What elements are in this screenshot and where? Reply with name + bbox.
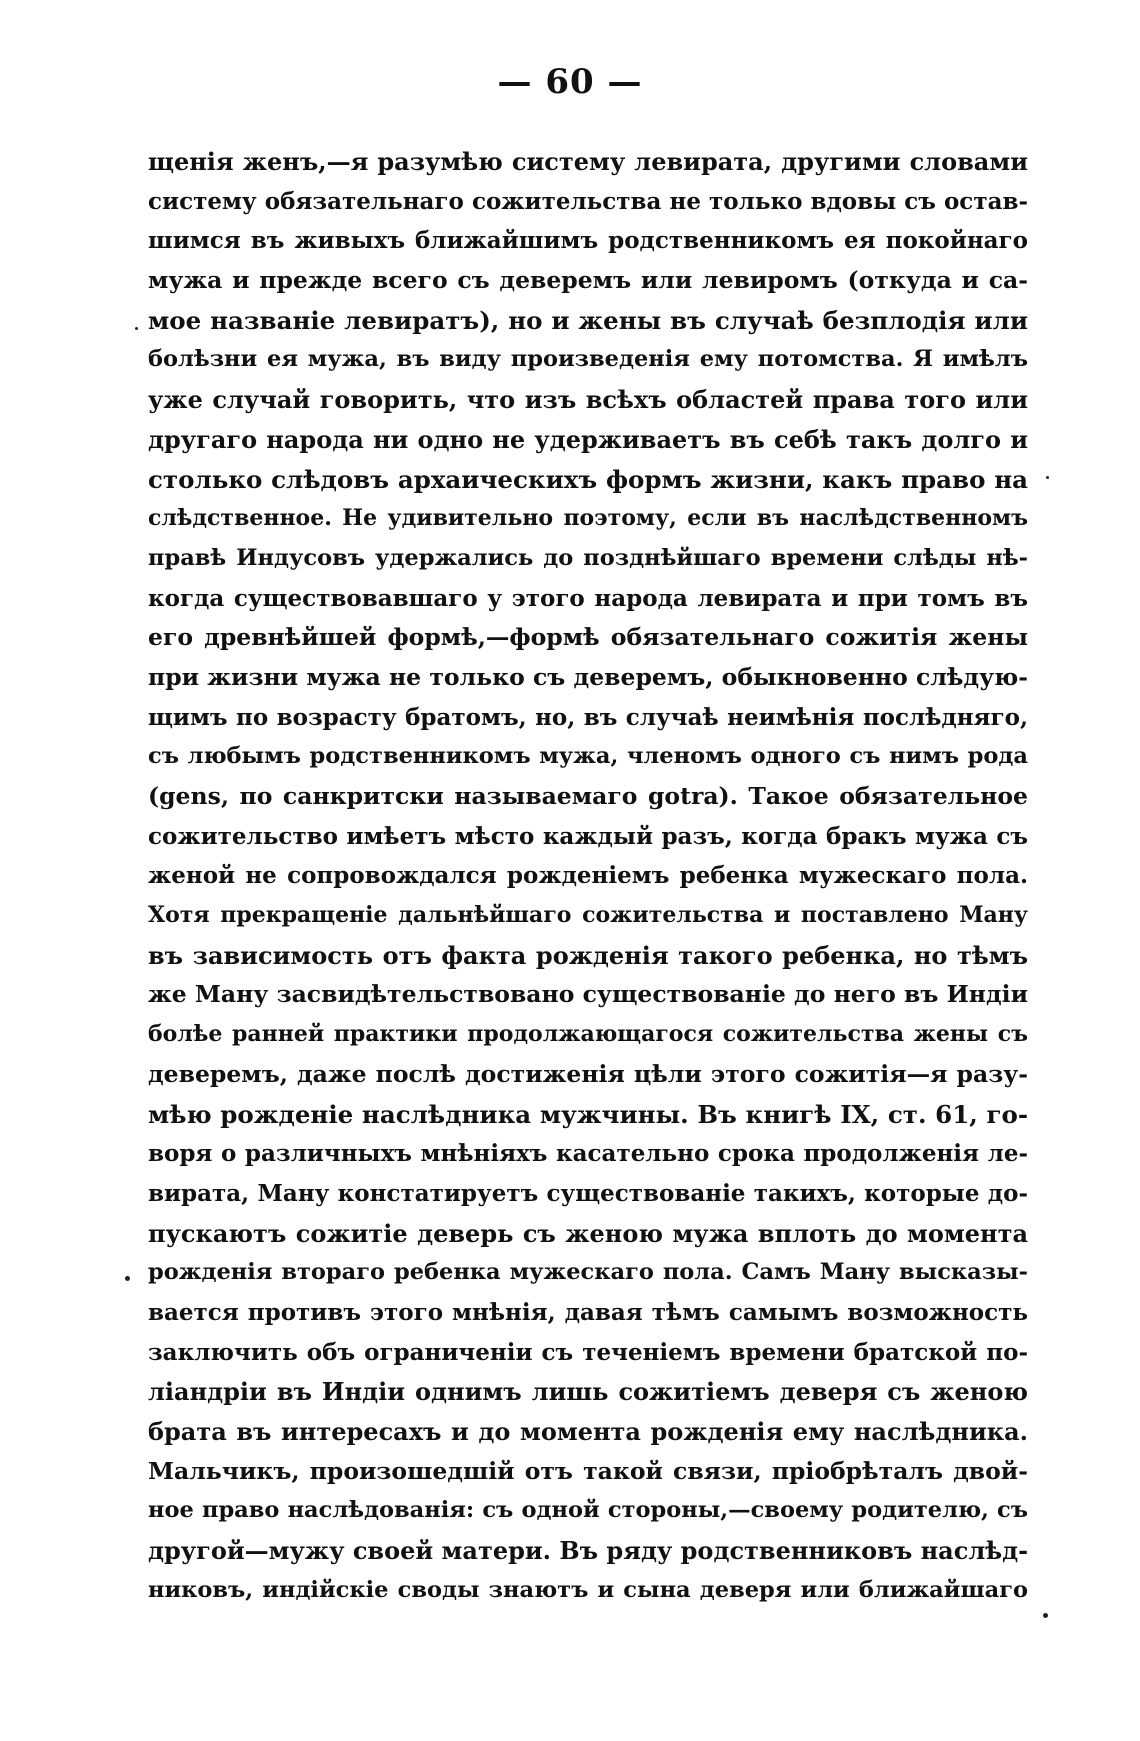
text-line: мое названіе левиратъ), но и жены въ случаѣ безплодія или	[148, 305, 1028, 335]
text-line: болѣе ранней практики продолжающагося сожительства жены съ	[148, 1021, 1028, 1048]
text-line: правѣ Индусовъ удержались до позднѣйшаго времени слѣды нѣ-	[148, 544, 1028, 571]
text-line: щимъ по возрасту братомъ, но, въ случаѣ неимѣнія послѣдняго,	[148, 703, 1028, 731]
text-line: систему обязательнаго сожительства не только вдовы съ остав-	[148, 187, 1028, 215]
text-line: деверемъ, даже послѣ достиженія цѣли этого сожитія—я разу-	[148, 1059, 1028, 1088]
text-line: брата въ интересахъ и до момента рожденія ему наслѣдника.	[148, 1417, 1028, 1446]
text-line: мѣю рожденіе наслѣдника мужчины. Въ книгѣ IX, ст. 61, го-	[148, 1099, 1028, 1129]
text-line: при жизни мужа не только съ деверемъ, обыкновенно слѣдую-	[148, 662, 1028, 691]
text-line: шимся въ живыхъ ближайшимъ родственникомъ ея покойнаго	[148, 227, 1028, 255]
text-line: никовъ, индійскіе своды знаютъ и сына деверя или ближайшаго	[148, 1576, 1028, 1603]
text-line: щенія женъ,—я разумѣю систему левирата, другими словами	[148, 147, 1028, 176]
text-line: съ любымъ родственникомъ мужа, членомъ одного съ нимъ рода	[148, 743, 1028, 770]
text-line: сожительство имѣетъ мѣсто каждый разъ, когда бракъ мужа съ	[148, 822, 1028, 850]
body-text	[148, 142, 1028, 1610]
text-line: пускаютъ сожитіе деверь съ женою мужа вплоть до момента	[148, 1218, 1028, 1248]
text-line: Мальчикъ, произошедшій отъ такой связи, пріобрѣталъ двой-	[148, 1456, 1028, 1485]
text-line: вирата, Ману констатируетъ существованіе такихъ, которые до-	[148, 1179, 1028, 1207]
text-line: когда существовавшаго у этого народа левирата и при томъ въ	[148, 584, 1028, 612]
text-line: въ зависимость отъ факта рожденія такого ребенка, но тѣмъ	[148, 940, 1028, 970]
text-line: (gens, по санкритски называемаго gotra). Такое обязательное	[148, 782, 1028, 810]
print-speck	[125, 1276, 130, 1281]
text-line: рожденія втораго ребенка мужескаго пола. Самъ Ману высказы-	[148, 1259, 1028, 1286]
text-line: заключить объ ограниченіи съ теченіемъ времени братской по-	[148, 1338, 1028, 1366]
print-speck	[135, 327, 138, 330]
text-line: мужа и прежде всего съ деверемъ или левиромъ (откуда и са-	[148, 266, 1028, 295]
print-speck	[1043, 1613, 1048, 1618]
text-line: уже случай говорить, что изъ всѣхъ областей права того или	[148, 385, 1028, 415]
text-line: другаго народа ни одно не удерживаетъ въ себѣ такъ долго и	[148, 424, 1028, 454]
text-line: же Ману засвидѣтельствовано существованіе до него въ Индіи	[148, 980, 1028, 1009]
text-line: другой—мужу своей матери. Въ ряду родственниковъ наслѣд-	[148, 1536, 1028, 1566]
text-line: женой не сопровождался рожденіемъ ребенка мужескаго пола.	[148, 862, 1028, 890]
text-line: Хотя прекращеніе дальнѣйшаго сожительства и поставлено Ману	[148, 902, 1028, 929]
text-line: его древнѣйшей формѣ,—формѣ обязательнаго сожитія жены	[148, 623, 1028, 652]
text-line: ліандріи въ Индіи однимъ лишь сожитіемъ деверя съ женою	[148, 1377, 1028, 1407]
print-speck	[1046, 476, 1049, 479]
text-line: слѣдственное. Не удивительно поэтому, если въ наслѣдственномъ	[148, 505, 1028, 532]
text-line: ное право наслѣдованія: съ одной стороны,—своему родителю, съ	[148, 1497, 1028, 1524]
text-line: столько слѣдовъ архаическихъ формъ жизни, какъ право на	[148, 464, 1028, 494]
text-line: болѣзни ея мужа, въ виду произведенія ему потомства. Я имѣлъ	[148, 346, 1028, 373]
text-line: вается противъ этого мнѣнія, давая тѣмъ самымъ возможность	[148, 1298, 1028, 1326]
text-line: воря о различныхъ мнѣніяхъ касательно срока продолженія ле-	[148, 1140, 1028, 1168]
page-number: — 60 —	[497, 62, 643, 102]
